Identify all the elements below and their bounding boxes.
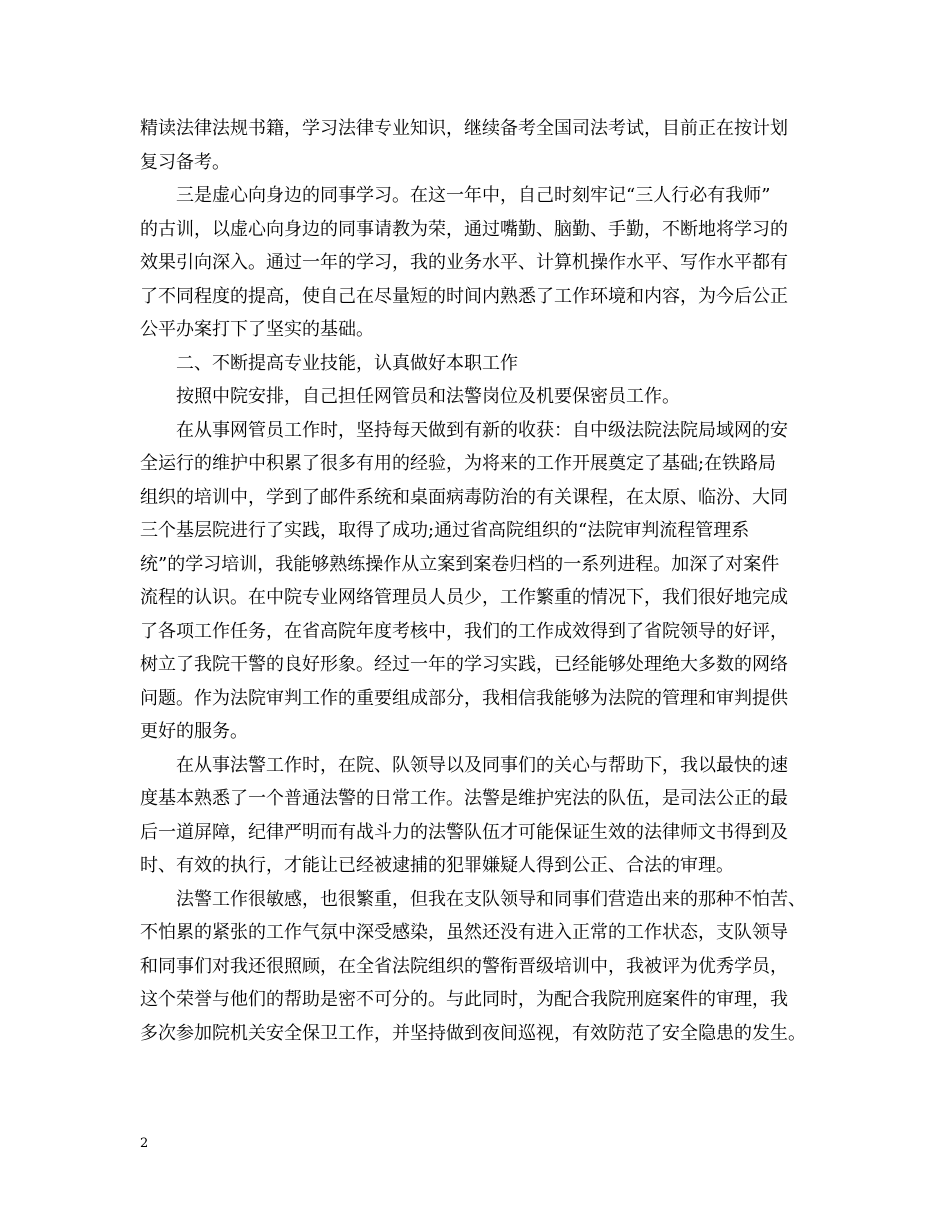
text-line: 度基本熟悉了一个普通法警的日常工作。法警是维护宪法的队伍，是司法公正的最 — [140, 788, 788, 809]
text-line: 问题。作为法院审判工作的重要组成部分，我相信我能够为法院的管理和审判提供 — [140, 687, 788, 709]
text-line: 效果引向深入。通过一年的学习，我的业务水平、计算机操作水平、写作水平都有 — [140, 252, 788, 273]
text-line: 公平办案打下了坚实的基础。 — [140, 319, 374, 340]
text-line: 后一道屏障，纪律严明而有战斗力的法警队伍才可能保证生效的法律师文书得到及 — [140, 821, 788, 843]
text-line: 多次参加院机关安全保卫工作，并坚持做到夜间巡视，有效防范了安全隐患的发生。 — [140, 1022, 806, 1044]
text-line: 复习备考。 — [140, 151, 230, 173]
text-line: 不怕累的紧张的工作气氛中深受感染，虽然还没有进入正常的工作状态，支队领导 — [140, 922, 788, 943]
page-number: 2 — [140, 1136, 149, 1151]
text-line: 了不同程度的提高，使自己在尽量短的时间内熟悉了工作环境和内容，为今后公正 — [140, 285, 788, 307]
document-body — [140, 112, 818, 1050]
text-line: 树立了我院干警的良好形象。经过一年的学习实践，已经能够处理绝大多数的网络 — [140, 654, 788, 675]
text-line: 精读法律法规书籍，学习法律专业知识，继续备考全国司法考试，目前正在按计划 — [140, 118, 788, 139]
text-line: 这个荣誉与他们的帮助是密不可分的。与此同时，为配合我院刑庭案件的审理，我 — [140, 989, 788, 1010]
text-line: 流程的认识。在中院专业网络管理员人员少，工作繁重的情况下，我们很好地完成 — [140, 587, 788, 608]
text-line: 和同事们对我还很照顾，在全省法院组织的警衔晋级培训中，我被评为优秀学员， — [140, 955, 788, 977]
text-line: 时、有效的执行，才能让已经被逮捕的犯罪嫌疑人得到公正、合法的审理。 — [140, 855, 734, 876]
text-line: 的古训，以虚心向身边的同事请教为荣，通过嘴勤、脑勤、手勤，不断地将学习的 — [140, 218, 788, 240]
text-line: 法警工作很敏感，也很繁重，但我在支队领导和同事们营造出来的那种不怕苦、 — [176, 888, 806, 910]
text-line: 在从事网管员工作时，坚持每天做到有新的收获：自中级法院法院局域网的安 — [176, 419, 788, 441]
text-line: 了各项工作任务，在省高院年度考核中，我们的工作成效得到了省院领导的好评， — [140, 620, 788, 642]
section-heading: 二、不断提高专业技能，认真做好本职工作 — [176, 352, 518, 374]
text-line: 统”的学习培训，我能够熟练操作从立案到案卷归档的一系列进程。加深了对案件 — [140, 553, 780, 575]
text-line: 三是虚心向身边的同事学习。在这一年中，自己时刻牢记“三人行必有我师” — [176, 185, 771, 206]
text-line: 组织的培训中，学到了邮件系统和桌面病毒防治的有关课程，在太原、临汾、大同 — [140, 486, 788, 508]
text-line: 全运行的维护中积累了很多有用的经验，为将来的工作开展奠定了基础;在铁路局 — [140, 453, 777, 474]
text-line: 更好的服务。 — [140, 721, 248, 742]
text-line: 在从事法警工作时，在院、队领导以及同事们的关心与帮助下，我以最快的速 — [176, 754, 788, 776]
text-line: 按照中院安排，自己担任网管员和法警岗位及机要保密员工作。 — [176, 386, 680, 407]
text-line: 三个基层院进行了实践，取得了成功;通过省高院组织的“法院审判流程管理系 — [140, 520, 750, 541]
